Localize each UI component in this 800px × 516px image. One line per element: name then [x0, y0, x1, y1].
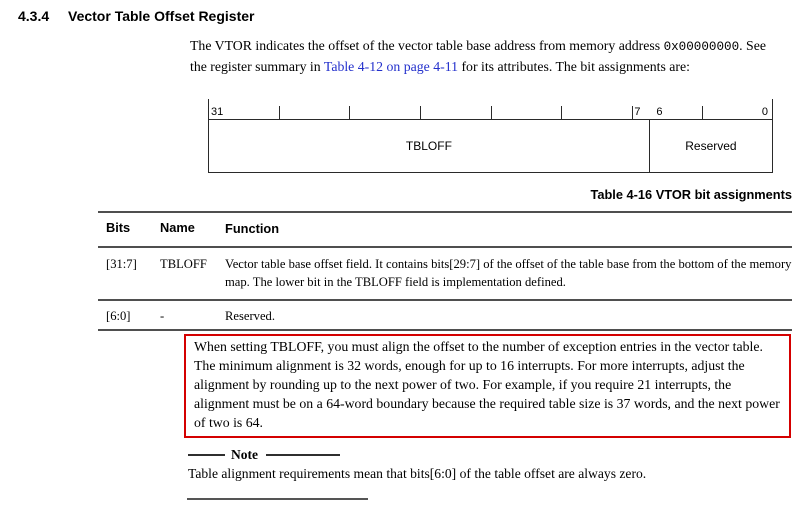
highlight-box — [184, 334, 791, 438]
memory-address-code: 0x00000000 — [663, 40, 740, 54]
bit-label-0: 0 — [761, 106, 768, 118]
bit-tick — [491, 106, 492, 119]
bit-tick — [632, 106, 633, 119]
note-rule-left — [188, 454, 225, 456]
bit-tick — [772, 99, 773, 119]
intro-text-3: for its attributes. The bit assignments are: — [458, 59, 690, 74]
bit-tick — [279, 106, 280, 119]
table-rule-bottom — [98, 329, 792, 331]
cell-name: TBLOFF — [160, 257, 207, 271]
note-end-rule — [187, 498, 368, 500]
cell-function: Reserved. — [225, 309, 276, 323]
bit-label-7: 7 — [634, 106, 641, 118]
column-header-function: Function — [225, 221, 280, 236]
column-header-bits: Bits — [106, 220, 131, 235]
highlight-text: When setting TBLOFF, you must align the offset to the number of exception entries in the vector table. The minimum alignment is 32 words, enough for up to 16 interrupts. For more interrupts, adjust the alignment by rounding up to the next power of two. For example, if you require 21 interrupts, the alignment must be on a 64-word boundary because the required table size is 37 words, and the next power of two is 64. — [194, 339, 780, 430]
note-rule-right — [266, 454, 340, 456]
bit-tick — [420, 106, 421, 119]
cell-bits: [6:0] — [106, 309, 131, 323]
field-reserved: Reserved — [685, 139, 737, 153]
bit-tick — [702, 106, 703, 119]
bit-tick — [208, 99, 209, 119]
intro-text-2: . See the register summary in — [190, 38, 766, 74]
note-text: Table alignment requirements mean that bits[6:0] of the table offset are always zero. — [188, 466, 647, 481]
section-title: Vector Table Offset Register — [68, 8, 255, 24]
link-table-4-12[interactable]: Table 4-12 on page 4-11 — [323, 59, 459, 74]
intro-paragraph — [190, 36, 782, 76]
table-header-row — [98, 213, 792, 246]
cell-name: - — [160, 309, 165, 323]
bit-tick — [349, 106, 350, 119]
table-row — [98, 301, 792, 329]
bit-assignments-table — [98, 211, 792, 331]
bit-tick — [561, 106, 562, 119]
bit-ruler — [208, 98, 773, 120]
section-number: 4.3.4 — [18, 8, 50, 24]
field-tbloff: TBLOFF — [209, 120, 650, 172]
note-header — [188, 448, 340, 462]
register-fields — [208, 120, 773, 173]
intro-text-1: The VTOR indicates the offset of the vector table base address from memory address — [190, 38, 664, 53]
bit-label-31: 31 — [211, 106, 224, 118]
bit-label-6: 6 — [656, 106, 663, 118]
note-label: Note — [231, 447, 258, 462]
register-diagram — [208, 98, 773, 173]
column-header-name: Name — [160, 220, 195, 235]
cell-bits: [31:7] — [106, 257, 137, 271]
cell-function: Vector table base offset field. It contains bits[29:7] of the offset of the table base from the bottom of the memory map. The lower bit in the TBLOFF field is implementation defined. — [225, 257, 792, 289]
table-caption: Table 4-16 VTOR bit assignments — [590, 187, 792, 202]
table-row — [98, 248, 792, 299]
